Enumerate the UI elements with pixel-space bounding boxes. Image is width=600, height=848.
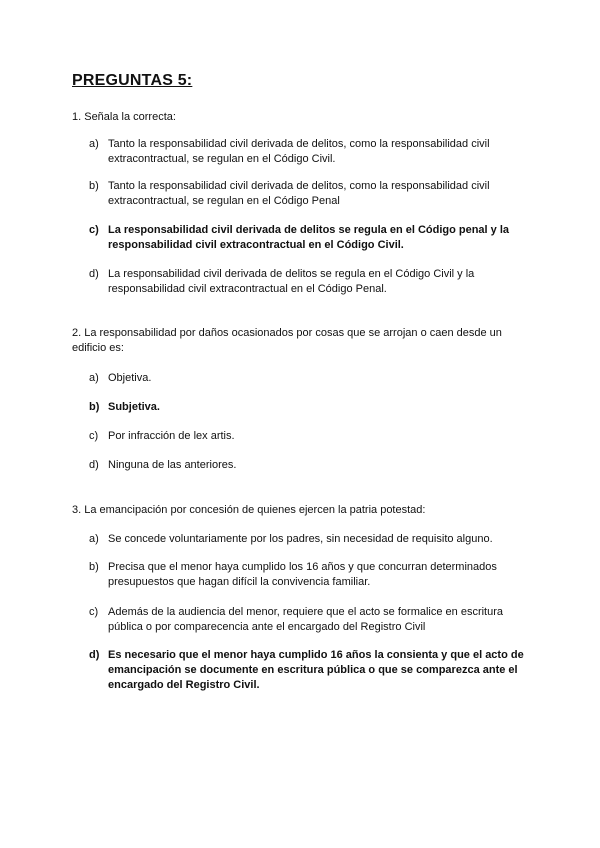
question-2-option-a [89, 371, 529, 386]
question-3-option-b [89, 560, 529, 590]
question-3-option-d-correct [89, 648, 529, 693]
option-text: Tanto la responsabilidad civil derivada de delitos, como la responsabilidad civil extracontractual, se regulan en el Código Civil. [108, 138, 490, 165]
question-2-prompt: 2. La responsabilidad por daños ocasionados por cosas que se arrojan o caen desde un edificio es: [72, 327, 502, 354]
option-text: La responsabilidad civil derivada de delitos se regula en el Código Civil y la responsabilidad civil extracontractual en el Código Penal. [108, 268, 475, 295]
option-letter: b) [89, 180, 99, 192]
option-letter: c) [89, 430, 99, 442]
question-1-option-c-correct [89, 223, 529, 253]
option-text: Por infracción de lex artis. [108, 430, 235, 442]
question-2-option-d [89, 458, 529, 473]
question-3-prompt: 3. La emancipación por concesión de quienes ejercen la patria potestad: [72, 504, 426, 516]
question-2-option-c [89, 429, 529, 444]
question-1-option-d [89, 267, 529, 297]
option-text: Además de la audiencia del menor, requiere que el acto se formalice en escritura pública o por comparecencia ante el encargado del Registro Civil [108, 606, 504, 633]
option-text: Es necesario que el menor haya cumplido 16 años la consienta y que el acto de emancipación se documente en escritura pública o que se comparezca ante el encargado del Registro Civil. [108, 649, 524, 691]
option-letter: c) [89, 606, 99, 618]
option-letter: d) [89, 459, 99, 471]
option-letter: c) [89, 224, 99, 236]
option-letter: b) [89, 401, 100, 413]
option-letter: d) [89, 649, 100, 661]
option-text: Objetiva. [108, 372, 152, 384]
option-text: Se concede voluntariamente por los padres, sin necesidad de requisito alguno. [108, 533, 493, 545]
option-letter: b) [89, 561, 99, 573]
option-letter: a) [89, 372, 99, 384]
option-letter: a) [89, 533, 99, 545]
question-1-option-b [89, 179, 529, 209]
option-letter: a) [89, 138, 99, 150]
option-text: Precisa que el menor haya cumplido los 16 años y que concurran determinados presupuestos que hagan difícil la convivencia familiar. [108, 561, 497, 588]
option-text: La responsabilidad civil derivada de delitos se regula en el Código penal y la responsabilidad civil extracontractual en el Código Civil. [108, 224, 510, 251]
page-title: PREGUNTAS 5: [72, 72, 193, 89]
option-letter: d) [89, 268, 99, 280]
option-text: Subjetiva. [108, 401, 160, 413]
question-2-option-b-correct [89, 400, 529, 415]
question-3-option-c [89, 605, 529, 635]
option-text: Ninguna de las anteriores. [108, 459, 237, 471]
option-text: Tanto la responsabilidad civil derivada de delitos, como la responsabilidad civil extracontractual, se regulan en el Código Penal [108, 180, 490, 207]
question-1-prompt: 1. Señala la correcta: [72, 111, 176, 123]
question-1-option-a [89, 137, 529, 167]
question-3-option-a [89, 532, 529, 547]
